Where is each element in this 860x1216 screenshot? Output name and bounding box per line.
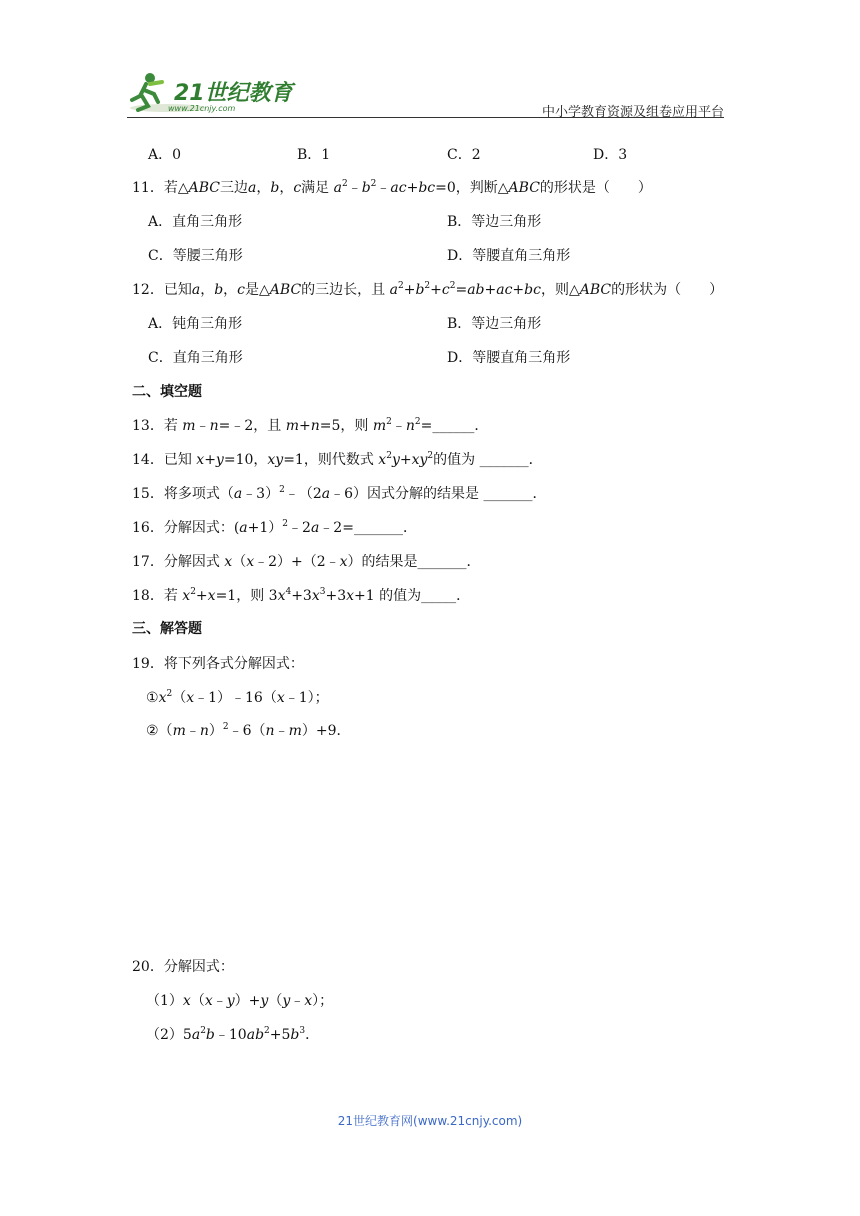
footer-link[interactable]: 21世纪教育网(www.21cnjy.com) — [337, 1114, 523, 1128]
q12-option-a: A．钝角三角形 — [148, 316, 243, 332]
question-17: 17．分解因式 x（x﹣2）+（2﹣x）的结果是_______． — [132, 554, 481, 570]
platform-name: 中小学教育资源及组卷应用平台 — [541, 105, 724, 120]
q12-option-b: B．等边三角形 — [447, 316, 542, 332]
section-fill-in: 二、填空题 — [132, 384, 202, 400]
question-20: 20．分解因式： — [132, 959, 234, 975]
q11-option-c: C．等腰三角形 — [148, 248, 243, 264]
q11-option-a: A．直角三角形 — [148, 214, 243, 230]
question-19: 19．将下列各式分解因式： — [132, 656, 304, 672]
q10-option-b: B．1 — [297, 147, 331, 163]
q19-part-2: ②（m﹣n）$^2$﹣6（n﹣m）+9． — [146, 722, 351, 739]
question-13: 13．若 m﹣n=﹣2，且 m+n=5，则 $m^2﹣n^2=\_\_\_\_\_\_$． — [132, 417, 489, 434]
header-divider — [127, 117, 724, 118]
question-11: 11．若△ABC三边a，b，c满足 $a^2﹣b^2﹣ac+bc=0$，判断△ABC的形状是（ ） — [132, 179, 652, 196]
q11-option-b: B．等边三角形 — [447, 214, 542, 230]
q20-part-1: （1）x（x﹣y）+y（y﹣x）； — [146, 993, 334, 1009]
logo-text: 21世纪教育 — [174, 81, 293, 106]
question-16: 16．分解因式：(a+1）$^2$﹣2a﹣2=_______． — [132, 519, 417, 536]
q10-option-a: A．0 — [148, 147, 182, 163]
q12-option-d: D．等腰直角三角形 — [447, 350, 571, 366]
q10-option-c: C．2 — [447, 147, 481, 163]
site-logo — [128, 70, 293, 116]
q12-option-c: C．直角三角形 — [148, 350, 243, 366]
q19-part-1: $①x^2(x﹣1)﹣16(x﹣1)$； — [146, 689, 329, 706]
q20-part-2: $(2)5a^2b﹣10ab^2+5b^3$． — [146, 1026, 320, 1043]
section-solve: 三、解答题 — [132, 621, 202, 637]
question-15: 15．将多项式（a﹣3）$^2$﹣（2a﹣6）因式分解的结果是 _______． — [132, 485, 547, 502]
question-14: 14．已知 x+y=10，xy=1，则代数式 $x^2y+xy^2$的值为 _______． — [132, 451, 543, 468]
q11-option-d: D．等腰直角三角形 — [447, 248, 571, 264]
q10-option-d: D．3 — [593, 147, 628, 163]
question-12: 12．已知a，b，c是△ABC的三边长，且 $a^2+b^2+c^2=ab+ac+bc$，则△ABC的形状为（ ） — [132, 281, 724, 298]
logo-url: www.21cnjy.com — [168, 104, 236, 113]
question-18: 18．若 $x^2+x=1$，则 $3x^4+3x^3+3x+1$ 的值为_____． — [132, 587, 471, 604]
